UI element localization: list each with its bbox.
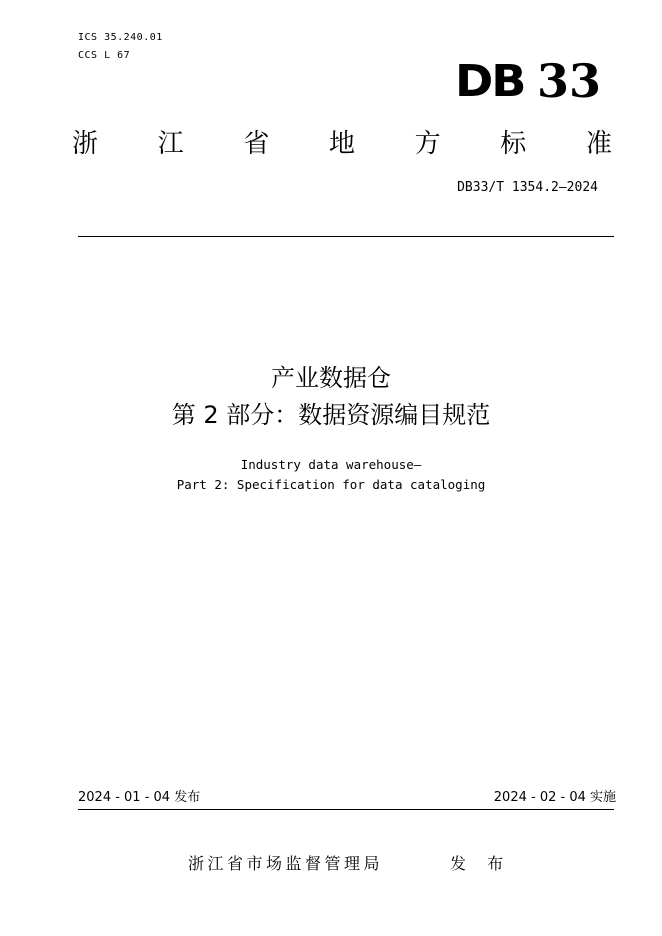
bottom-divider <box>78 809 614 810</box>
top-divider <box>78 236 614 237</box>
logo-number: 33 <box>537 54 602 108</box>
title-cn-line-2: 第 2 部分：数据资源编目规范 <box>171 401 491 429</box>
ics-code: ICS 35.240.01 <box>78 32 163 43</box>
implement-date: 2024 - 02 - 04 实施 <box>493 790 616 805</box>
standard-type-char: 江 <box>157 129 184 159</box>
issuing-authority: 浙江省市场监督管理局 <box>188 854 384 873</box>
standard-type-char: 标 <box>500 129 527 159</box>
standard-number: DB33/T 1354.2—2024 <box>457 180 598 195</box>
issue-label: 发 布 <box>450 854 512 873</box>
title-cn-line-1: 产业数据仓 <box>271 364 391 392</box>
publish-date: 2024 - 01 - 04 发布 <box>78 790 201 805</box>
standard-type-char: 方 <box>414 129 441 159</box>
ccs-code: CCS L 67 <box>78 50 131 61</box>
standard-type-char: 省 <box>243 129 270 159</box>
standard-type-title <box>72 126 612 162</box>
standard-type-char: 浙 <box>72 129 99 159</box>
standard-type-char: 地 <box>328 129 355 159</box>
title-en-line-2: Part 2: Specification for data cataloging <box>176 477 486 492</box>
standard-type-char: 准 <box>585 129 612 159</box>
logo-letters: DB <box>455 56 525 107</box>
title-en-line-1: Industry data warehouse— <box>240 457 422 472</box>
